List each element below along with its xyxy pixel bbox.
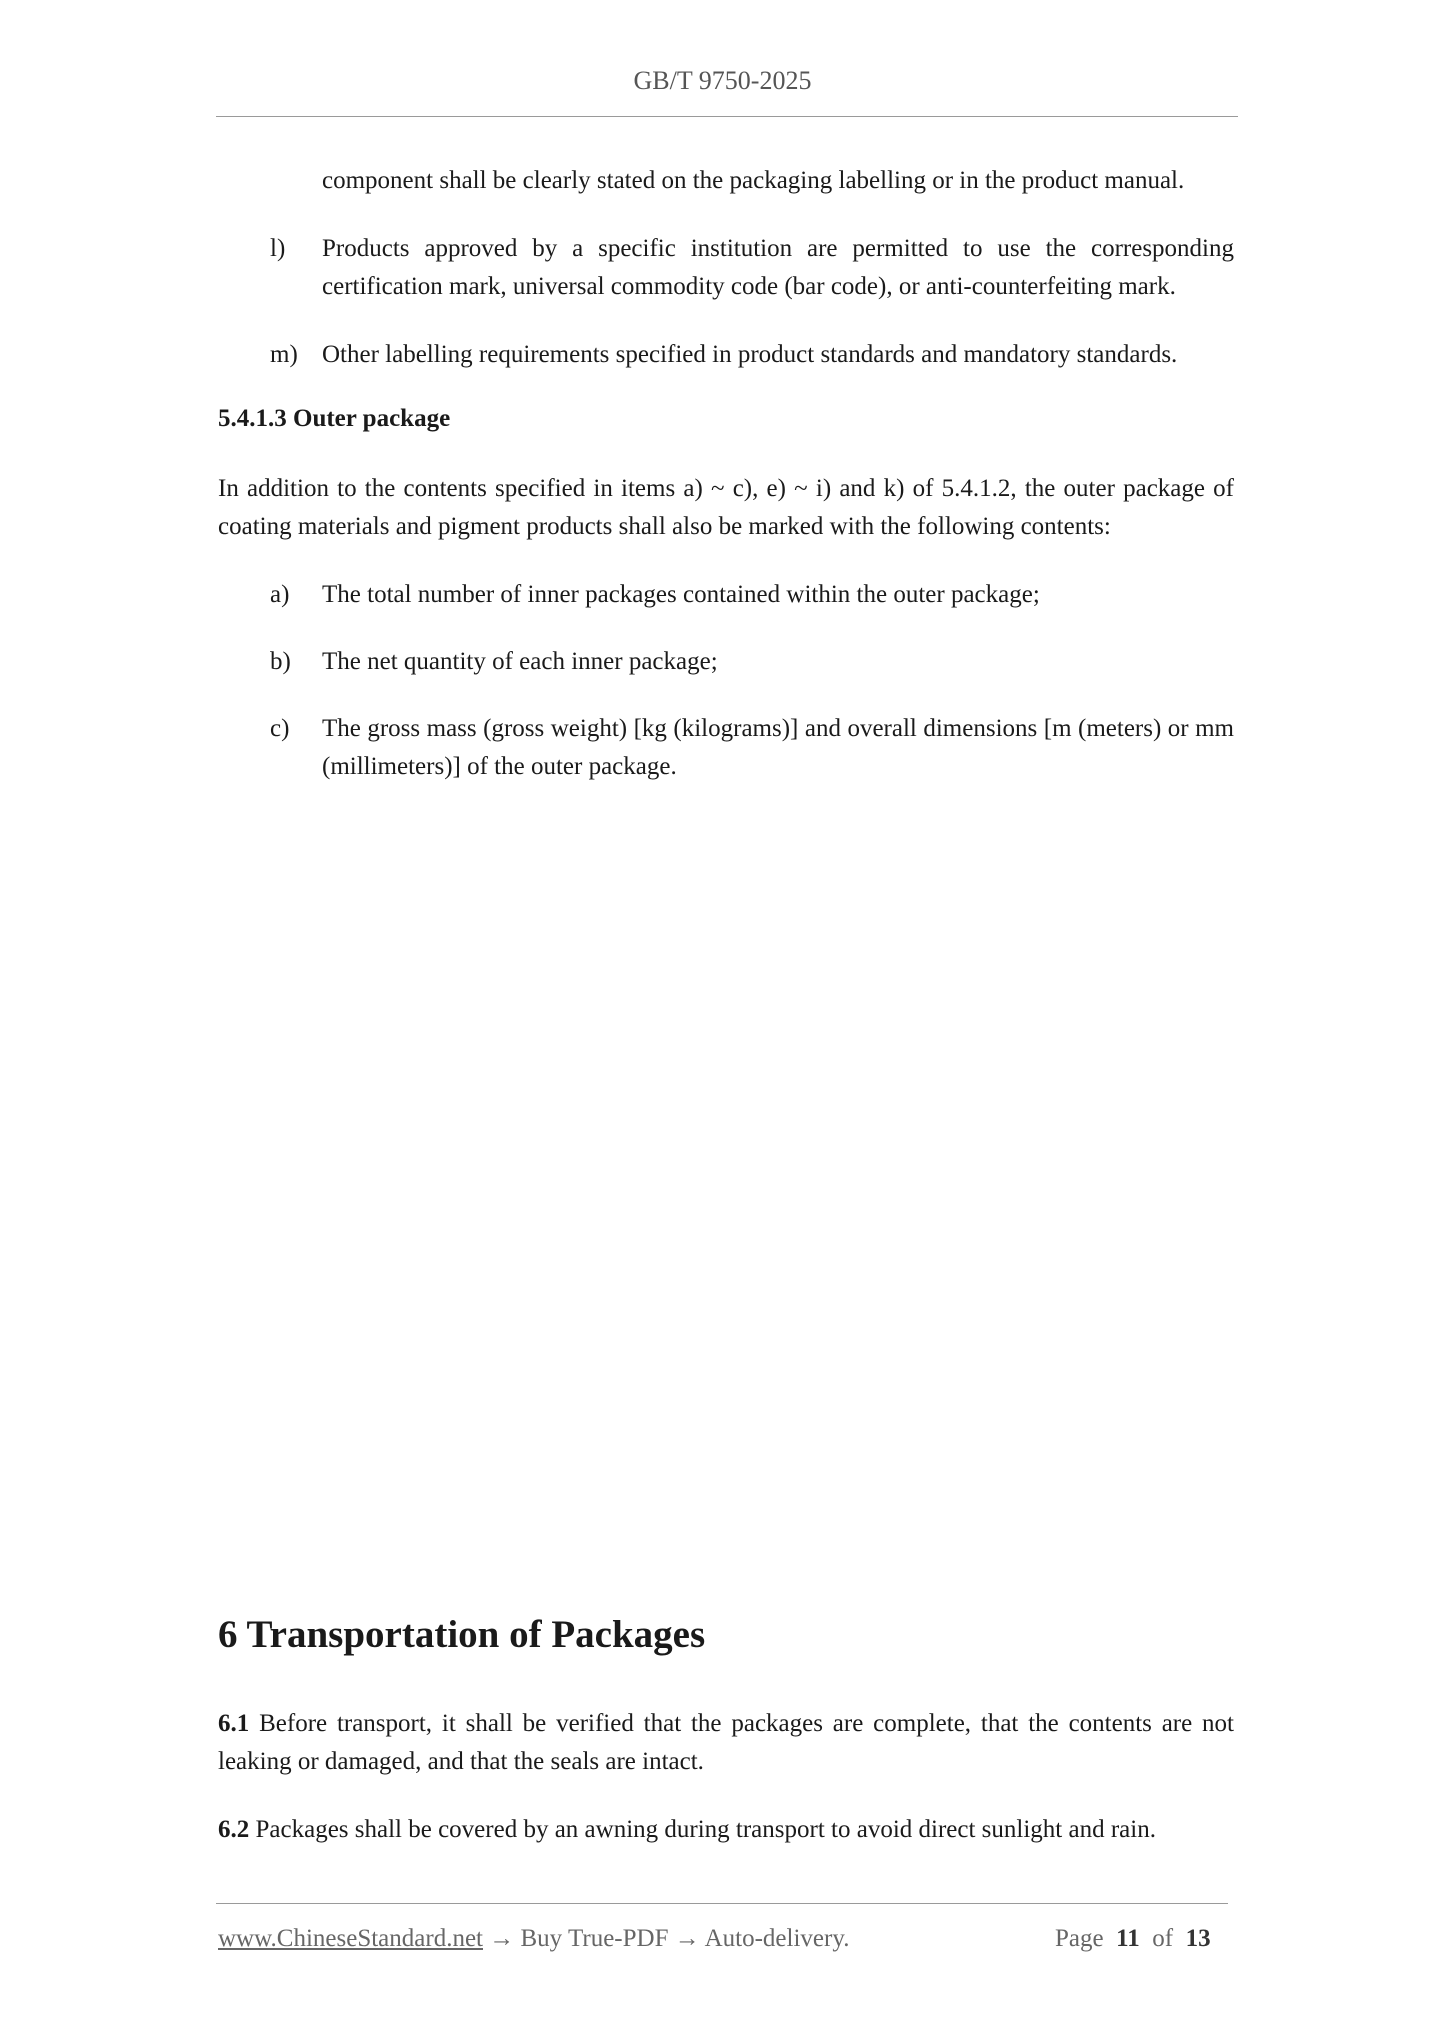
continuation-text: component shall be clearly stated on the packaging labelling or in the product manual. [322,167,1185,194]
list-item-text: The net quantity of each inner package; [322,648,718,675]
list-item-marker: m) [270,341,298,368]
clause-text: Packages shall be covered by an awning during transport to avoid direct sunlight and rain. [255,1816,1156,1843]
document-id-header: GB/T 9750-2025 [633,66,812,95]
list-item-marker: c) [270,715,290,742]
total-pages-number: 13 [1185,1925,1211,1952]
page-label: Page [1055,1925,1104,1952]
list-item-text: Products approved by a specific institution are permitted to use the corresponding certification mark, universal commodity code (bar code), or anti-counterfeiting mark. [322,235,1234,300]
buy-true-pdf-text: Buy True-PDF [520,1925,669,1952]
section-intro-paragraph: In addition to the contents specified in items a) ~ c), e) ~ i) and k) of 5.4.1.2, the outer package of coating materials and pigment products shall also be marked with the following contents: [218,475,1234,540]
footer-promo [218,1925,849,1953]
website-link[interactable]: www.ChineseStandard.net [218,1925,483,1952]
list-item-text: The total number of inner packages contained within the outer package; [322,581,1040,608]
header-divider [216,116,1238,117]
of-label: of [1152,1925,1174,1952]
clause-6-2 [218,1811,1234,1849]
list-item-text: Other labelling requirements specified in product standards and mandatory standards. [322,341,1178,368]
list-item-text: The gross mass (gross weight) [kg (kilograms)] and overall dimensions [m (meters) or mm (millimeters)] of the outer package. [322,715,1234,780]
list-item-marker: b) [270,648,291,675]
chapter-heading: 6 Transportation of Packages [218,1613,706,1656]
page-indicator [1055,1925,1211,1953]
clause-number: 6.1 [218,1710,250,1737]
current-page-number: 11 [1116,1925,1140,1952]
clause-text: Before transport, it shall be verified that the packages are complete, that the contents are not leaking or damaged, and that the seals are intact. [218,1710,1235,1775]
clause-6-1 [218,1705,1234,1781]
arrow-right-icon: → [489,1925,515,1952]
section-heading: 5.4.1.3 Outer package [218,405,451,432]
list-item-marker: a) [270,581,290,608]
clause-number: 6.2 [218,1816,250,1843]
list-item-marker: l) [270,235,286,262]
auto-delivery-text: Auto-delivery. [704,1925,850,1952]
footer-divider [216,1903,1228,1904]
arrow-right-icon: → [674,1925,700,1952]
